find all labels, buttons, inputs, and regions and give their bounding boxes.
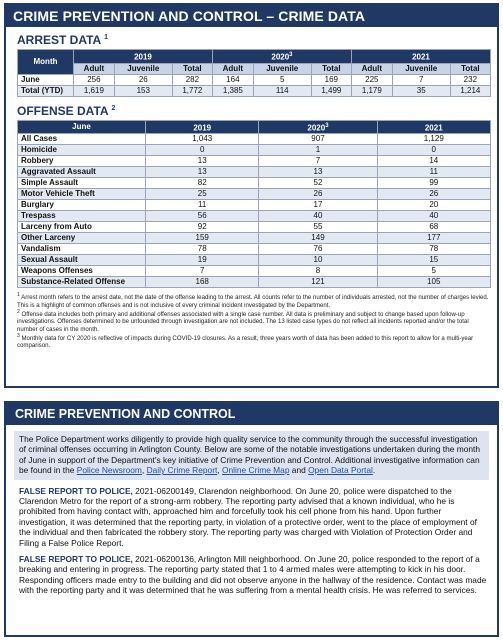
arrest-subheader: Adult <box>351 63 392 74</box>
footnote-number: 3 <box>17 332 20 339</box>
arrest-count-cell: 164 <box>212 74 253 85</box>
offense-type-label: Homicide <box>18 145 146 156</box>
offense-month-header: June <box>18 120 146 134</box>
arrest-year-header <box>212 50 351 64</box>
arrest-count-cell: 282 <box>172 74 212 85</box>
offense-type-label: Robbery <box>18 156 146 167</box>
offense-count-cell: 11 <box>377 167 490 178</box>
daily-crime-report-link[interactable]: Daily Crime Report <box>146 465 218 476</box>
arrest-table-row <box>18 85 491 96</box>
offense-count-cell: 17 <box>259 200 377 211</box>
offense-count-cell: 99 <box>377 178 490 189</box>
offense-table-row <box>18 178 491 189</box>
intro-separator: , <box>217 465 222 476</box>
arrest-data-title <box>17 33 497 47</box>
offense-count-cell: 168 <box>146 277 259 288</box>
offense-year-label: 2019 <box>193 123 212 133</box>
arrest-count-cell: 256 <box>74 74 115 85</box>
arrest-count-cell: 232 <box>450 74 490 85</box>
offense-type-label: Weapons Offenses <box>18 266 146 277</box>
intro-box <box>14 431 489 480</box>
arrest-year-label: 2021 <box>412 52 430 62</box>
offense-count-cell: 7 <box>259 156 377 167</box>
offense-count-cell: 52 <box>259 178 377 189</box>
offense-table-row <box>18 167 491 178</box>
offense-data-title-text: OFFENSE DATA <box>17 103 109 118</box>
offense-count-cell: 11 <box>146 200 259 211</box>
arrest-subheader: Adult <box>212 63 253 74</box>
offense-count-cell: 55 <box>259 222 377 233</box>
offense-type-label: Aggravated Assault <box>18 167 146 178</box>
offense-count-cell: 92 <box>146 222 259 233</box>
offense-count-cell: 13 <box>146 167 259 178</box>
offense-count-cell: 0 <box>146 145 259 156</box>
offense-count-cell: 19 <box>146 255 259 266</box>
footnote-number: 2 <box>17 308 20 315</box>
arrest-year-sup: 3 <box>289 52 293 58</box>
incident-tag: FALSE REPORT TO POLICE, <box>19 554 133 565</box>
offense-count-cell: 0 <box>377 145 490 156</box>
offense-table-row <box>18 255 491 266</box>
offense-count-cell: 26 <box>259 189 377 200</box>
offense-count-cell: 40 <box>259 211 377 222</box>
offense-count-cell: 78 <box>146 244 259 255</box>
offense-table-row <box>18 145 491 156</box>
police-newsroom-link[interactable]: Police Newsroom <box>76 465 142 476</box>
arrest-count-cell: 7 <box>392 74 450 85</box>
intro-end: . <box>372 465 376 476</box>
offense-data-table <box>17 120 491 289</box>
offense-type-label: Sexual Assault <box>18 255 146 266</box>
arrest-count-cell: 169 <box>311 74 351 85</box>
arrest-subheader: Juvenile <box>114 63 172 74</box>
arrest-month-header: Month <box>18 50 74 75</box>
offense-table-row <box>18 244 491 255</box>
arrest-count-cell: 35 <box>392 85 450 96</box>
offense-count-cell: 68 <box>377 222 490 233</box>
offense-data-footnote-ref: 2 <box>111 104 116 112</box>
offense-table-body <box>18 134 491 288</box>
offense-count-cell: 15 <box>377 255 490 266</box>
offense-count-cell: 78 <box>377 244 490 255</box>
arrest-count-cell: 5 <box>253 74 311 85</box>
offense-count-cell: 1 <box>259 145 377 156</box>
intro-separator: and <box>289 465 309 476</box>
arrest-subheader: Juvenile <box>253 63 311 74</box>
offense-count-cell: 25 <box>146 189 259 200</box>
offense-count-cell: 26 <box>377 189 490 200</box>
arrest-subheader: Total <box>172 63 212 74</box>
offense-data-title <box>17 104 497 118</box>
intro-text: The Police Department works diligently to provide high quality service to the community through the successful investigation of criminal offenses occurring in Arlington County. Below are some of the notable investigations undertaken during the month of June in support of the Department's key initiative of Crime Prevention and Control. Additional investigative information can be found in the <box>19 434 481 476</box>
arrest-count-cell: 1,499 <box>311 85 351 96</box>
offense-count-cell: 149 <box>259 233 377 244</box>
incident-text: 2021-06200136, Arlington Mill neighborhood. On June 20, police responded to the report of a breaking and entering in progress. The reporting party stated that 1 to 4 armed males were attempting to kick in his door. Responding officers made entry to the building and did not observe anyone in the hallway of the residence. Contact was made with the reporting party and it was determined that he was suffering from a mental health crisis. He was referred to services. <box>19 554 487 596</box>
offense-type-label: Motor Vehicle Theft <box>18 189 146 200</box>
offense-count-cell: 40 <box>377 211 490 222</box>
offense-type-label: Other Larceny <box>18 233 146 244</box>
offense-year-header <box>377 120 490 134</box>
offense-year-label: 2021 <box>424 123 443 133</box>
offense-count-cell: 13 <box>146 156 259 167</box>
offense-count-cell: 82 <box>146 178 259 189</box>
arrest-data-footnote-ref: 1 <box>104 34 109 41</box>
arrest-count-cell: 26 <box>114 74 172 85</box>
arrest-count-cell: 1,179 <box>351 85 392 96</box>
arrest-data-table <box>17 49 491 97</box>
arrest-subheader: Total <box>450 63 490 74</box>
arrest-year-header <box>351 50 490 64</box>
offense-table-row <box>18 189 491 200</box>
arrest-count-cell: 1,619 <box>74 85 115 96</box>
arrest-data-title-text: ARREST DATA <box>17 33 101 47</box>
crime-data-banner: CRIME PREVENTION AND CONTROL – CRIME DATA <box>6 5 497 27</box>
offense-type-label: Larceny from Auto <box>18 222 146 233</box>
footnote-number: 1 <box>17 292 20 299</box>
arrest-count-cell: 225 <box>351 74 392 85</box>
arrest-table-row <box>18 74 491 85</box>
offense-count-cell: 76 <box>259 244 377 255</box>
incident-report <box>19 554 489 596</box>
offense-count-cell: 159 <box>146 233 259 244</box>
offense-type-label: All Cases <box>18 134 146 145</box>
offense-count-cell: 121 <box>259 277 377 288</box>
offense-type-label: Trespass <box>18 211 146 222</box>
open-data-portal-link[interactable]: Open Data Portal <box>308 465 373 476</box>
footnotes <box>17 292 489 349</box>
offense-type-label: Substance-Related Offense <box>18 277 146 288</box>
footnote <box>17 333 489 350</box>
incident-report <box>19 486 489 548</box>
arrest-subheader: Juvenile <box>392 63 450 74</box>
arrest-count-cell: 114 <box>253 85 311 96</box>
offense-count-cell: 1,043 <box>146 134 259 145</box>
arrest-count-cell: 1,385 <box>212 85 253 96</box>
footnote <box>17 292 489 309</box>
offense-count-cell: 10 <box>259 255 377 266</box>
online-crime-map-link[interactable]: Online Crime Map <box>221 465 290 476</box>
offense-count-cell: 13 <box>259 167 377 178</box>
arrest-count-cell: 1,214 <box>450 85 490 96</box>
arrest-year-label: 2020 <box>271 52 290 62</box>
offense-year-label: 2020 <box>307 123 326 133</box>
offense-count-cell: 56 <box>146 211 259 222</box>
arrest-count-cell: 1,772 <box>172 85 212 96</box>
arrest-count-cell: 153 <box>114 85 172 96</box>
arrest-subheader: Total <box>311 63 351 74</box>
offense-type-label: Burglary <box>18 200 146 211</box>
offense-year-sup: 3 <box>325 122 329 129</box>
offense-count-cell: 177 <box>377 233 490 244</box>
offense-type-label: Vandalism <box>18 244 146 255</box>
offense-count-cell: 105 <box>377 277 490 288</box>
offense-table-row <box>18 266 491 277</box>
offense-count-cell: 20 <box>377 200 490 211</box>
offense-count-cell: 14 <box>377 156 490 167</box>
arrest-subheader: Adult <box>74 63 115 74</box>
offense-count-cell: 7 <box>146 266 259 277</box>
incident-tag: FALSE REPORT TO POLICE, <box>19 485 133 496</box>
offense-table-row <box>18 134 491 145</box>
offense-table-row <box>18 222 491 233</box>
offense-type-label: Simple Assault <box>18 178 146 189</box>
offense-table-row <box>18 200 491 211</box>
offense-table-row <box>18 233 491 244</box>
offense-table-row <box>18 211 491 222</box>
offense-year-header <box>259 120 377 134</box>
arrest-year-label: 2019 <box>134 52 152 62</box>
offense-year-header <box>146 120 259 134</box>
footnote-text: Arrest month refers to the arrest date, not the date of the offense leading to the arrest. All counts refer to the number of individuals arrested, not the number of charges levied. This is a highlight of common offenses and is not inclusive of every criminal incident investigated by the Department. <box>17 294 489 309</box>
intro-separator: , <box>141 465 147 476</box>
arrest-row-label: June <box>18 74 74 85</box>
incident-text: 2021-06200149, Clarendon neighborhood. On June 20, police were dispatched to the Clarendon Metro for the report of a strong-arm robbery. The reporting party advised that a known individual, who he is prohibited from having contact with, approached him and forcefully took his cell phone from his hand. Upon further investigation, it was determined that the reporting party, in violation of a protective order, went to the place of employment of the individual and then fabricated the robbery story. The reporting party was charged with Violation of Protection Order and Filing a False Police Report. <box>19 485 477 548</box>
crime-prevention-panel <box>4 401 499 637</box>
footnote <box>17 309 489 333</box>
crime-prevention-banner: CRIME PREVENTION AND CONTROL <box>6 403 497 425</box>
crime-data-panel <box>4 3 499 388</box>
offense-table-row <box>18 277 491 288</box>
offense-count-cell: 8 <box>259 266 377 277</box>
arrest-year-header <box>74 50 213 64</box>
offense-count-cell: 907 <box>259 134 377 145</box>
footnote-text: Offense data includes both primary and additional offenses associated with a single case number. All data is preliminary and subject to change based upon follow-up investigations. Offenses determined to be unfounded through investigation are not included. The 13 listed case types do not reflect all incidents reported and/or the total number of cases in the month. <box>17 310 469 333</box>
arrest-row-label: Total (YTD) <box>18 85 74 96</box>
offense-count-cell: 1,129 <box>377 134 490 145</box>
offense-table-row <box>18 156 491 167</box>
offense-count-cell: 5 <box>377 266 490 277</box>
footnote-text: Monthly data for CY 2020 is reflective of impacts during COVID-19 closures. As a result, three years worth of data has been added to this report to allow for a multi-year comparison. <box>17 334 474 350</box>
arrest-table-body <box>18 74 491 96</box>
